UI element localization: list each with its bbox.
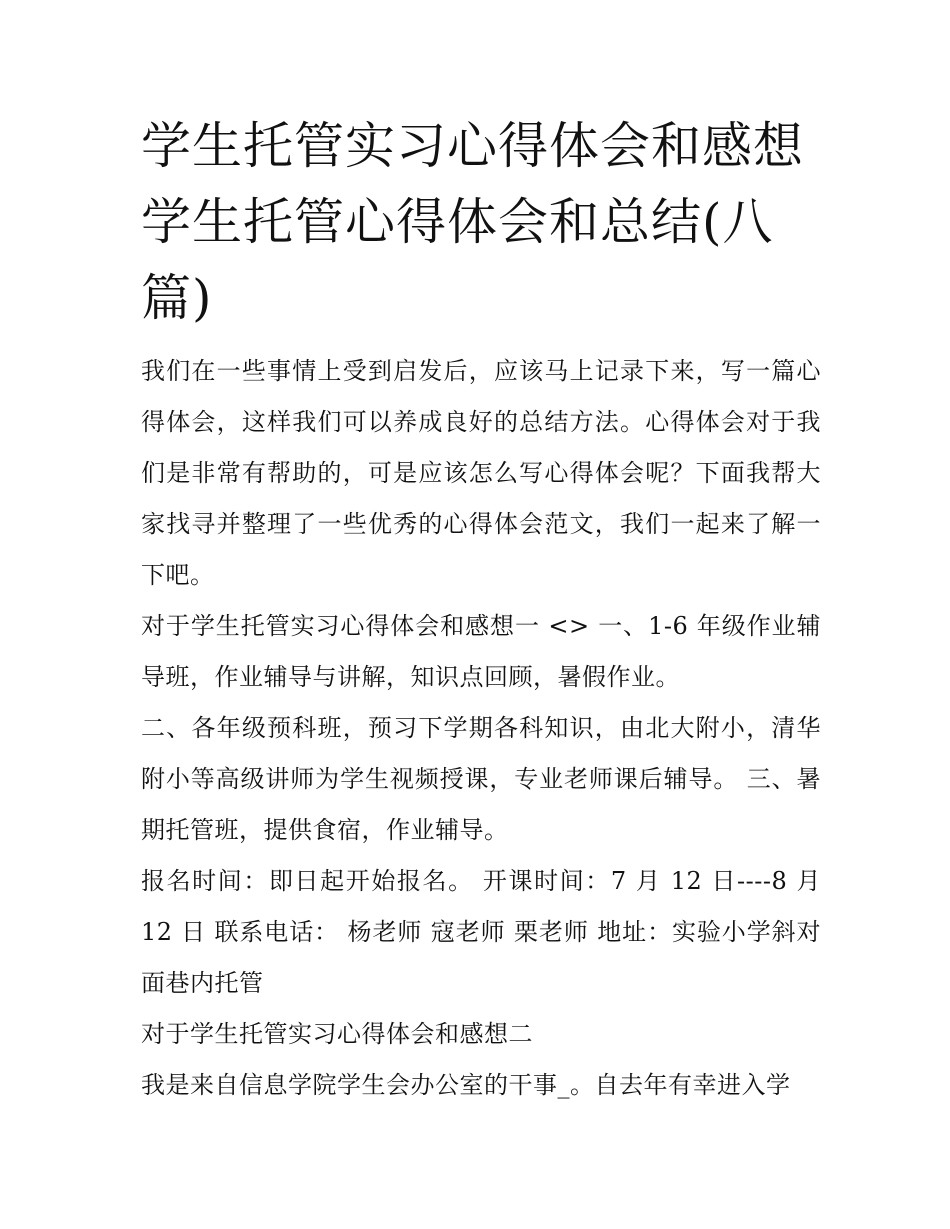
registration-info-paragraph: 报名时间：即日起开始报名。 开课时间：7 月 12 日----8 月 12 日 联系电话： 杨老师 寇老师 栗老师 地址：实验小学斜对面巷内托管 — [141, 867, 821, 997]
section-two-heading: 对于学生托管实习心得体会和感想二 — [141, 1020, 533, 1048]
section-two-paragraph: 我是来自信息学院学生会办公室的干事_。自去年有幸进入学 — [141, 1071, 791, 1099]
title-spacer — [141, 336, 821, 346]
intro-paragraph: 我们在一些事情上受到启发后，应该马上记录下来，写一篇心得体会，这样我们可以养成良好的总结方法。心得体会对于我们是非常有帮助的，可是应该怎么写心得体会呢？下面我帮大家找寻并整理了一些优秀的心得体会范文，我们一起来了解一下吧。 — [141, 357, 821, 589]
section-one-paragraph: 对于学生托管实习心得体会和感想一 <> 一、1-6 年级作业辅导班，作业辅导与讲解，知识点回顾，暑假作业。 — [141, 612, 821, 691]
document-title: 学生托管实习心得体会和感想 学生托管心得体会和总结(八篇) — [141, 117, 804, 327]
preview-class-paragraph: 二、各年级预科班，预习下学期各科知识，由北大附小，清华附小等高级讲师为学生视频授课，专业老师课后辅导。 三、暑期托管班，提供食宿，作业辅导。 — [141, 714, 821, 844]
document-content — [141, 108, 821, 1111]
